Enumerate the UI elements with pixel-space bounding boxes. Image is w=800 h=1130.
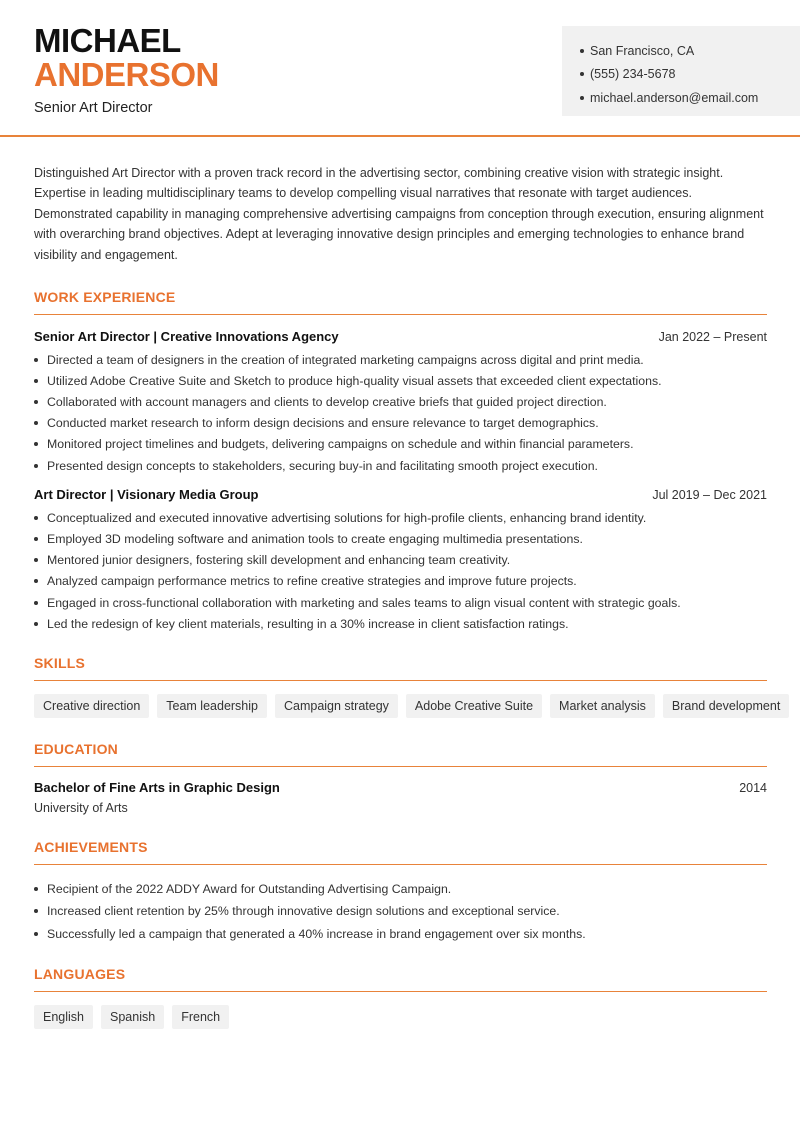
list-item [34, 434, 767, 455]
bullet-icon [580, 96, 584, 100]
list-item [34, 550, 767, 571]
skills-list [34, 694, 781, 718]
list-item [34, 507, 767, 528]
job-dates: Jul 2019 – Dec 2021 [652, 488, 767, 503]
skill-chip: Market analysis [550, 694, 655, 718]
skill-chip: Team leadership [157, 694, 267, 718]
bullet-icon [34, 932, 38, 936]
bullet-text: Presented design concepts to stakeholders, securing buy-in and facilitating smooth project execution. [47, 458, 598, 473]
job-role: Senior Art Director | Creative Innovations Agency [34, 329, 339, 345]
bullet-text: Conceptualized and executed innovative advertising solutions for high-profile clients, enhancing brand identity. [47, 510, 647, 525]
job-header [34, 487, 767, 502]
list-item [34, 413, 767, 434]
bullet-text: Led the redesign of key client materials, resulting in a 30% increase in client satisfaction ratings. [47, 616, 569, 631]
job-dates: Jan 2022 – Present [658, 330, 767, 345]
section-title-skills: SKILLS [34, 655, 767, 681]
resume-header [0, 0, 800, 137]
bullet-icon [34, 537, 38, 541]
contact-location [580, 39, 800, 63]
section-title-work: WORK EXPERIENCE [34, 289, 767, 315]
contact-location-text: San Francisco, CA [590, 43, 695, 58]
bullet-text: Monitored project timelines and budgets, delivering campaigns on schedule and within financial parameters. [47, 437, 634, 452]
list-item [34, 391, 767, 412]
degree: Bachelor of Fine Arts in Graphic Design [34, 780, 280, 796]
section-title-education: EDUCATION [34, 741, 767, 767]
bullet-text: Utilized Adobe Creative Suite and Sketch to produce high-quality visual assets that exceeded client expectations. [47, 373, 662, 388]
bullet-text: Successfully led a campaign that generated a 40% increase in brand engagement over six months. [47, 926, 586, 941]
bullet-icon [34, 622, 38, 626]
list-item [34, 592, 767, 613]
job-role: Art Director | Visionary Media Group [34, 487, 259, 503]
bullet-icon [34, 909, 38, 913]
education-header [34, 780, 767, 795]
section-title-languages: LANGUAGES [34, 966, 767, 992]
list-item [34, 900, 767, 923]
contact-phone [580, 63, 800, 87]
contact-phone-text: (555) 234-5678 [590, 67, 676, 82]
bullet-icon [580, 72, 584, 76]
skill-chip: Brand development [663, 694, 789, 718]
bullet-icon [34, 442, 38, 446]
skill-chip: Creative direction [34, 694, 149, 718]
job-entry [34, 329, 767, 476]
bullet-icon [580, 49, 584, 53]
list-item [34, 455, 767, 476]
achievements-list [34, 877, 767, 945]
job-header [34, 329, 767, 344]
achievements-section [34, 839, 767, 945]
list-item [34, 922, 767, 945]
bullet-icon [34, 601, 38, 605]
job-title: Senior Art Director [34, 100, 153, 116]
skill-chip: Adobe Creative Suite [406, 694, 542, 718]
summary: Distinguished Art Director with a proven track record in the advertising sector, combining creative vision with strategic insight. Expertise in leading multidisciplinary teams to develop compelling visual narratives that resonate with target audiences. Demonstrated capability in managing comprehensive advertising campaigns from conception through execution, ensuring alignment with overarching brand objectives. Adept at leveraging innovative design principles and emerging technologies to enhance brand visibility and engagement. [34, 166, 764, 262]
list-item [34, 877, 767, 900]
skill-chip: Campaign strategy [275, 694, 398, 718]
job-bullets [34, 349, 767, 476]
bullet-text: Increased client retention by 25% through innovative design solutions and exceptional service. [47, 904, 560, 919]
bullet-icon [34, 516, 38, 520]
bullet-icon [34, 358, 38, 362]
graduation-year: 2014 [739, 781, 767, 796]
education-section [34, 741, 767, 815]
first-name: MICHAEL [34, 22, 181, 59]
bullet-text: Directed a team of designers in the creation of integrated marketing campaigns across digital and print media. [47, 352, 644, 367]
contact-email-text: michael.anderson@email.com [590, 90, 759, 105]
bullet-icon [34, 464, 38, 468]
skills-section [34, 655, 781, 718]
job-bullets [34, 507, 767, 634]
school: University of Arts [34, 801, 128, 816]
list-item [34, 613, 767, 634]
language-chip: Spanish [101, 1005, 164, 1029]
bullet-icon [34, 400, 38, 404]
language-chip: English [34, 1005, 93, 1029]
bullet-text: Mentored junior designers, fostering skill development and enhancing team creativity. [47, 553, 511, 568]
bullet-icon [34, 579, 38, 583]
bullet-text: Collaborated with account managers and clients to develop creative briefs that guided project direction. [47, 395, 607, 409]
contact-box [562, 26, 800, 116]
work-experience-section [34, 289, 767, 634]
bullet-text: Employed 3D modeling software and animation tools to create engaging multimedia presentations. [47, 531, 583, 546]
languages-section [34, 966, 767, 1029]
language-chip: French [172, 1005, 229, 1029]
bullet-icon [34, 887, 38, 891]
last-name: ANDERSON [34, 56, 219, 93]
bullet-icon [34, 558, 38, 562]
bullet-text: Analyzed campaign performance metrics to refine creative strategies and improve future projects. [47, 574, 577, 589]
bullet-text: Conducted market research to inform design decisions and ensure relevance to target demographics. [47, 416, 599, 431]
list-item [34, 571, 767, 592]
languages-list [34, 1005, 767, 1029]
section-title-achievements: ACHIEVEMENTS [34, 839, 767, 865]
list-item [34, 349, 767, 370]
list-item [34, 528, 767, 549]
bullet-icon [34, 421, 38, 425]
job-entry [34, 487, 767, 634]
resume-body [34, 163, 781, 1029]
contact-email [580, 86, 800, 110]
bullet-icon [34, 379, 38, 383]
bullet-text: Engaged in cross-functional collaboration with marketing and sales teams to align visual content with strategic goals. [47, 595, 681, 610]
list-item [34, 370, 767, 391]
bullet-text: Recipient of the 2022 ADDY Award for Outstanding Advertising Campaign. [47, 881, 452, 896]
